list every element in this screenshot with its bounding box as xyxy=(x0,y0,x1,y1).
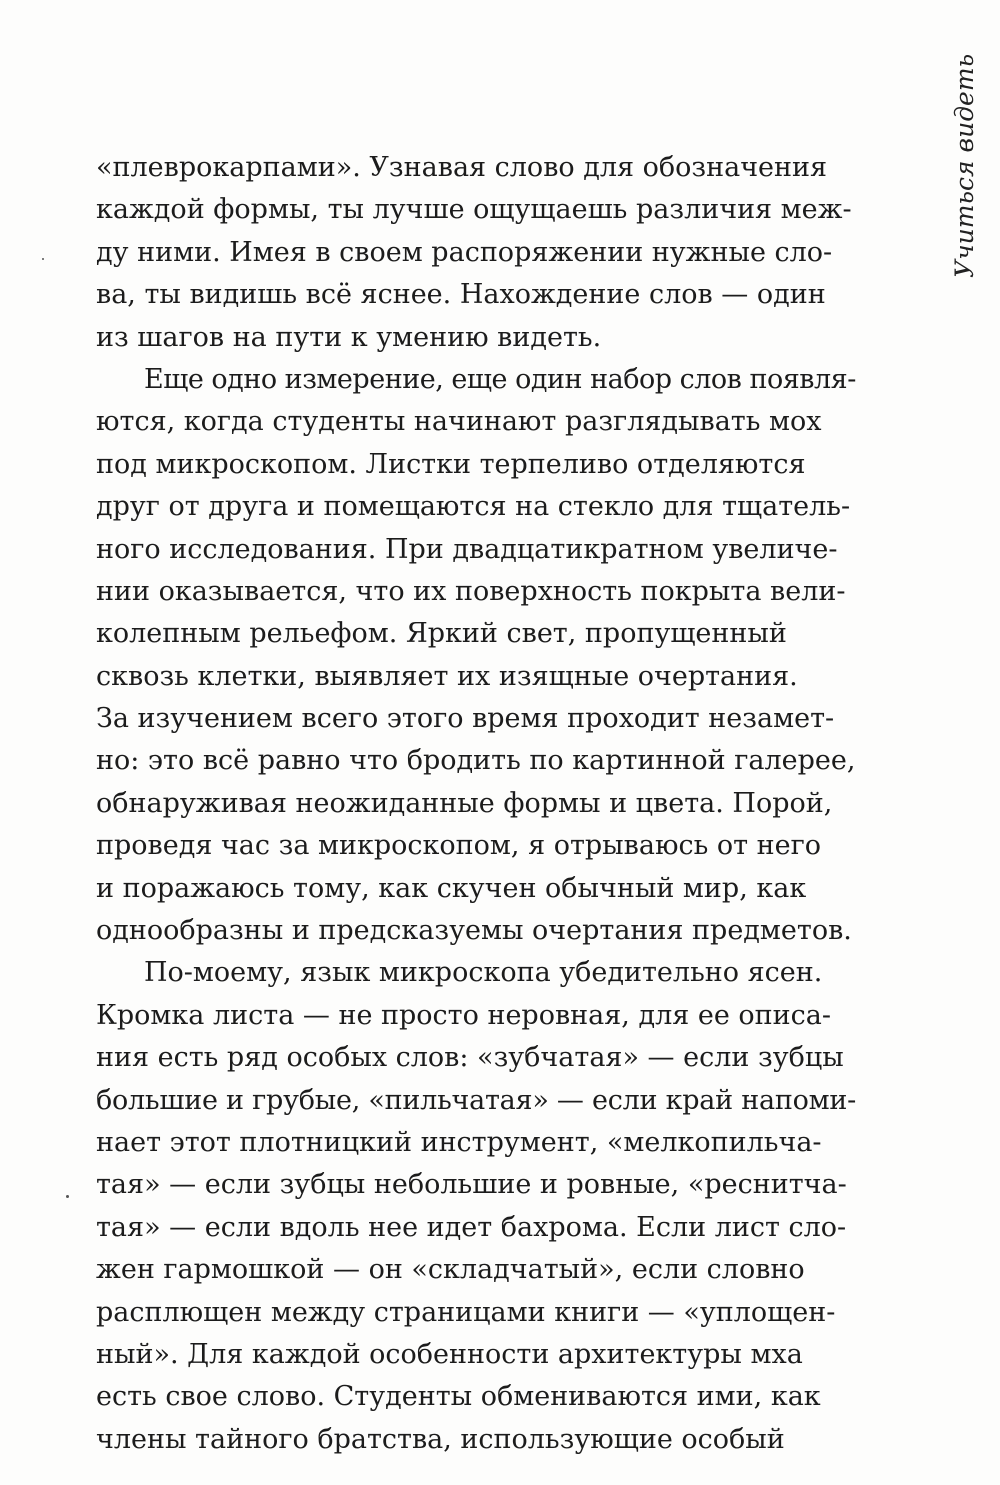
text-line: Еще одно измерение, еще один набор слов появля- xyxy=(144,363,856,395)
text-line: сквозь клетки, выявляет их изящные очертания. xyxy=(96,660,798,692)
text-line: однообразны и предсказуемы очертания предметов. xyxy=(96,915,852,947)
text-line: «плеврокарпами». Узнавая слово для обозначения xyxy=(96,152,828,183)
text-line: обнаруживая неожиданные формы и цвета. Порой, xyxy=(96,787,833,819)
text-line: но: это всё равно что бродить по картинной галерее, xyxy=(96,745,856,777)
text-line: нии оказывается, что их поверхность покрыта вели- xyxy=(96,575,846,607)
text-line: под микроскопом. Листки терпеливо отделяются xyxy=(96,448,806,480)
text-line: ный». Для каждой особенности архитектуры мха xyxy=(96,1338,803,1370)
text-line: есть свое слово. Студенты обмениваются ими, как xyxy=(96,1381,821,1413)
text-line: тая» — если вдоль нее идет бахрома. Если лист сло- xyxy=(96,1211,847,1243)
text-line: ва, ты видишь всё яснее. Нахождение слов — один xyxy=(96,279,826,311)
text-line: проведя час за микроскопом, я отрываюсь от него xyxy=(96,830,822,862)
print-speck xyxy=(66,1195,69,1198)
running-head xyxy=(912,53,979,278)
text-line: Кромка листа — не просто неровная, для ее описа- xyxy=(96,999,831,1031)
text-line: ются, когда студенты начинают разглядывать мох xyxy=(96,406,822,438)
text-line: ду ними. Имея в своем распоряжении нужные сло- xyxy=(96,236,833,268)
text-line: и поражаюсь тому, как скучен обычный мир, как xyxy=(96,872,807,904)
text-line: каждой формы, ты лучше ощущаешь различия меж- xyxy=(96,194,852,226)
text-line: За изучением всего этого время проходит незамет- xyxy=(96,703,835,735)
text-line: члены тайного братства, использующие особый xyxy=(96,1423,785,1455)
text-line: колепным рельефом. Яркий свет, пропущенный xyxy=(96,618,787,650)
text-line: друг от друга и помещаются на стекло для тщатель- xyxy=(96,491,851,523)
text-line: ния есть ряд особых слов: «зубчатая» — если зубцы xyxy=(96,1042,844,1074)
text-line: нает этот плотницкий инструмент, «мелкопильча- xyxy=(96,1126,822,1158)
text-line: ного исследования. При двадцатикратном увеличе- xyxy=(96,533,838,565)
body-text xyxy=(96,147,856,1461)
running-head-text: Учиться видеть xyxy=(950,53,979,278)
text-line: из шагов на пути к умению видеть. xyxy=(96,321,602,353)
text-line: расплющен между страницами книги — «уплощен- xyxy=(96,1296,836,1328)
text-line: тая» — если зубцы небольшие и ровные, «реснитча- xyxy=(96,1169,847,1201)
print-speck xyxy=(42,258,44,260)
text-line: большие и грубые, «пильчатая» — если край напоми- xyxy=(96,1084,856,1116)
text-line: жен гармошкой — он «складчатый», если словно xyxy=(96,1254,805,1286)
text-line: По-моему, язык микроскопа убедительно ясен. xyxy=(144,957,823,989)
